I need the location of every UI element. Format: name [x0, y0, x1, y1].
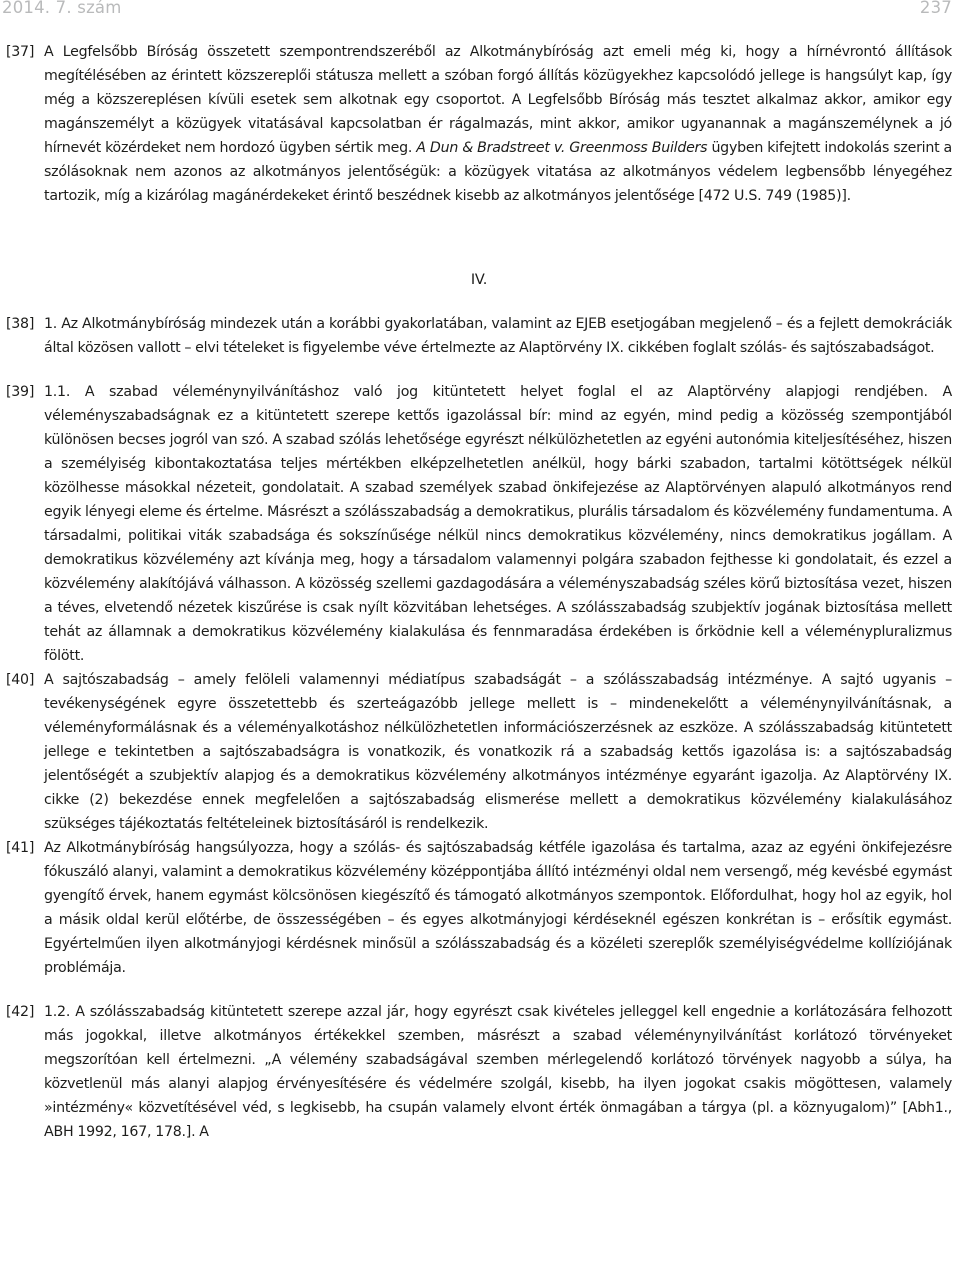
- paragraph-number: [38]: [6, 316, 35, 332]
- paragraph-text: Az Alkotmánybíróság hangsúlyozza, hogy a szólás- és sajtószabadság kétféle igazolása és tartalma, azaz az egyéni önkifejezésre fókuszáló alanyi, valamint a demokratikus közvélemény középpontjába állító intézményi oldal nem versengő, még kevésbé egymást gyengítő érvek, hanem egymást kölcsönösen kiegészítő és támogató alkotmányos szempontok. Előfordulhat, hogy hol az egyik, hol a másik oldal kerül előtérbe, de összességében – és egyes alkotmányjogi kérdéseknél egészen konkrétan is – erősítik egymást. Egyértelműen ilyen alkotmányjogi kérdésnek minősül a szólásszabadság és a közéleti szereplők személyiségvédelme kollíziójának problémája.: [44, 840, 952, 976]
- paragraph-text: [44, 40, 952, 208]
- paragraph-40: [6, 668, 952, 836]
- paragraph-39: [6, 380, 952, 668]
- paragraph-text: A sajtószabadság – amely felöleli valamennyi médiatípus szabadságát – a szólásszabadság intézménye. A sajtó ugyanis – tevékenységének egyre összetettebb és szerteágazóbb jellege mellett is – mindenekelőtt a véleménynyilvánításnak, a véleményformálásnak és a véleményalkotáshoz nélkülözhetetlen információszerzésnek az eszköze. A szólásszabadság kitüntetett jellege e tekintetben a sajtószabadságra is vonatkozik, és vonatkozik rá a szabadság kettős igazolása is: a sajtószabadság jelentőségét a szubjektív alapjog és a demokratikus közvélemény alkotmányos intézménye egyaránt igazolja. Az Alaptörvény IX. cikke (2) bekezdése ennek megfelelően a sajtószabadság elismerése mellett a demokratikus közvélemény kialakulásához szükséges tájékoztatás feltételeinek biztosításáról is rendelkezik.: [44, 672, 952, 832]
- document-body: [6, 40, 952, 1144]
- case-name: A Dun & Bradstreet v. Greenmoss Builders: [416, 140, 708, 156]
- paragraph-text: 1.1. A szabad véleménynyilvánításhoz való jog kitüntetett helyet foglal el az Alaptörvény alapjogi rendjében. A véleményszabadságnak ez a kitüntetett szerepe kettős igazolással bír: mind az egyén, mind pedig a közösség szempontjából különösen becses jogról van szó. A szabad szólás lehetősége egyrészt nélkülözhetetlen az egyéni autonómia kiteljesítéséhez, hiszen a személyiség kibontakoztatása teljes mértékben elképzelhetetlen anélkül, hogy bárki szabadon, tartalmi kötöttségek nélkül közölhesse másokkal nézeteit, gondolatait. A szabad személyek szabad önkifejezése az Alaptörvényen alapuló alkotmányos rend egyik lényegi eleme és értelme. Másrészt a szólásszabadság a demokratikus, plurális társadalom és közvélemény fundamentuma. A társadalmi, politikai viták szabadsága és sokszínűsége nélkül nincs demokratikus közvélemény, nincs demokratikus jogállam. A demokratikus közvélemény azt kívánja meg, hogy a társadalom valamennyi polgára szabadon fejthesse ki gondolatait, és ezzel a közvélemény alakítójává válhasson. A közösség szellemi gazdagodására a véleményszabadság széles körű biztosítása vezet, hiszen a téves, elvetendő nézetek kiszűrése is csak nyílt közvitában lehetséges. A szólásszabadság szubjektív jogának biztosítása mellett tehát az államnak a demokratikus közvélemény kialakulása és fennmaradása érdekében is őrködnie kell a véleménypluralizmus fölött.: [44, 384, 952, 664]
- paragraph-text: 1.2. A szólásszabadság kitüntetett szerepe azzal jár, hogy egyrészt csak kivételes jelleggel kell engednie a korlátozására felhozott más jogokkal, illetve alkotmányos értékekkel szemben, másrészt a szabad véleménynyilvánítást korlátozó törvényeket megszorítóan kell értelmezni. „A vélemény szabadságával szemben mérlegelendő korlátozó törvények nagyobb a súlya, ha közvetlenül más alanyi alapjog érvényesítésére és védelmére szolgál, kisebb, ha ilyen jogokat csakis mögöttesen, valamely »intézmény« közvetítésével véd, s legkisebb, ha csupán valamely elvont érték önmagában a tárgya (pl. a köznyugalom)” [Abh1., ABH 1992, 167, 178.]. A: [44, 1004, 952, 1140]
- page-number: 237: [919, 0, 952, 17]
- paragraph-text: 1. Az Alkotmánybíróság mindezek után a korábbi gyakorlatában, valamint az EJEB esetjogában megjelenő – és a fejlett demokráciák által közösen vallott – elvi tételeket is figyelembe véve értelmezte az Alaptörvény IX. cikkében foglalt szólás- és sajtószabadságot.: [44, 316, 952, 356]
- paragraph-41: [6, 836, 952, 980]
- paragraph-number: [41]: [6, 840, 35, 856]
- paragraph-38: [6, 312, 952, 360]
- paragraph-number: [37]: [6, 44, 35, 60]
- paragraph-number: [39]: [6, 384, 35, 400]
- section-heading: IV.: [470, 272, 488, 288]
- paragraph-42: [6, 1000, 952, 1144]
- paragraph-text-part2: ügyben kifejtett indokolás szerint a szólásoknak nem azonos az alkotmányos jelentőségük: a közügyek vitatása az alkotmányos védelem legbensőbb lényegéhez tartozik, míg a kizárólag magánérdekeket érintő beszédnek kisebb az alkotmányos jelentősége [472 U.S. 749 (1985)].: [44, 140, 953, 204]
- paragraph-37: [6, 40, 952, 208]
- running-header: [0, 0, 960, 20]
- paragraph-number: [42]: [6, 1004, 35, 1020]
- paragraph-number: [40]: [6, 672, 35, 688]
- issue-label: 2014. 7. szám: [2, 0, 122, 17]
- paragraph-text-part1: A Legfelsőbb Bíróság összetett szempontrendszeréből az Alkotmánybíróság azt emeli még ki, hogy a hírnévrontó állítások megítélésében az érintett közszereplői státusza mellett a szóban forgó állítás közügyekhez kapcsolódó jellege is hangsúlyt kap, így még a közszereplésen kívüli esetek sem alkotnak egy csoportot. A Legfelsőbb Bíróság más tesztet alkalmaz akkor, amikor egy magánszemélyt a közügyek vitatásával kapcsolatban ér rágalmazás, mint akkor, amikor ugyanannak a magánszemélynek a jó hírnevét közérdeket nem hordozó ügyben sértik meg.: [44, 44, 952, 156]
